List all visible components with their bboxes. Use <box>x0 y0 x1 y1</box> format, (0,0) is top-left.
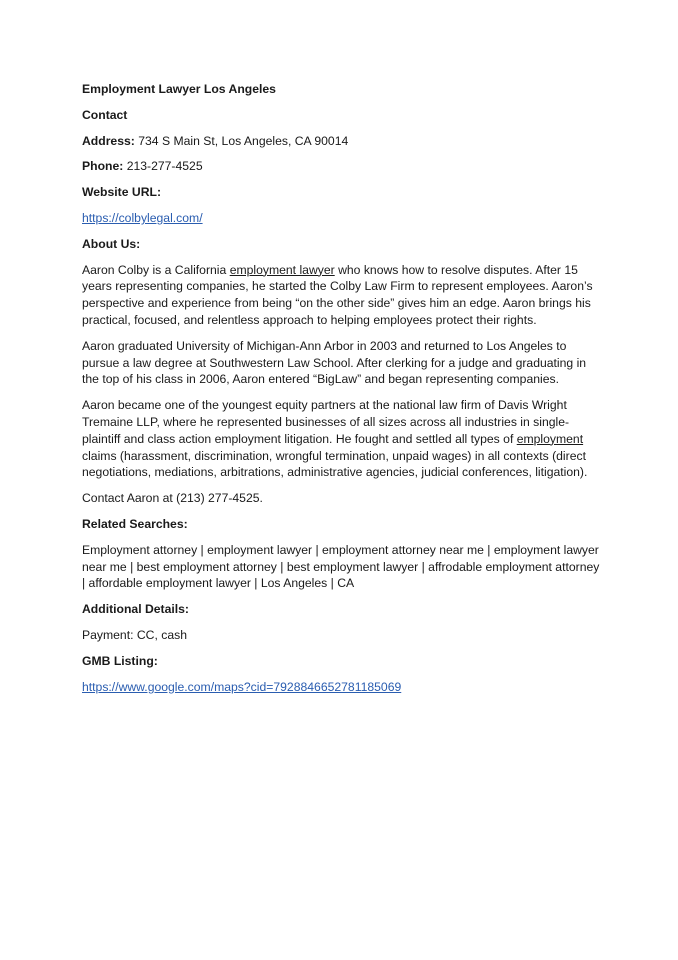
phone-label: Phone: <box>82 159 124 174</box>
payment-line: Payment: CC, cash <box>82 627 187 642</box>
address-label: Address: <box>82 133 135 148</box>
about-paragraph-1 <box>82 262 602 329</box>
phone-value: 213-277-4525 <box>126 159 203 174</box>
document-body <box>82 81 602 704</box>
about-p1-text-start: Aaron Colby is a California <box>82 262 230 277</box>
contact-heading: Contact <box>82 107 128 122</box>
website-line <box>82 210 602 227</box>
website-heading: Website URL: <box>82 185 161 200</box>
about-paragraph-2: Aaron graduated University of Michigan-Ann Arbor in 2003 and returned to Los Angeles to pursue a law degree at Southwestern Law School. After clerking for a judge and graduating in the top of his class in 2006, Aaron entered “BigLaw” and began representing companies. <box>82 338 587 387</box>
about-paragraph-3 <box>82 397 602 481</box>
phone-line <box>82 158 602 175</box>
about-p1-text-end: who knows how to resolve disputes. After 15 years representing companies, he started the Colby Law Firm to represent employees. Aaron’s perspective and experience from being “on the other side” gives him an edge. Aaron brings his practical, focused, and relentless approach to helping employees protect their rights. <box>82 262 593 327</box>
about-p3-text-end: claims (harassment, discrimination, wrongful termination, unpaid wages) in all contexts (direct negotiations, mediations, arbitrations, administrative agencies, judicial conferences, litigation). <box>82 448 588 480</box>
related-searches-text: Employment attorney | employment lawyer | employment attorney near me | employment lawyer near me | best employment attorney | best employment lawyer | affrodable employment attorney | affordable employment lawyer | Los Angeles | CA <box>82 542 600 591</box>
gmb-line <box>82 679 602 696</box>
address-value: 734 S Main St, Los Angeles, CA 90014 <box>138 133 349 148</box>
employment-lawyer-link[interactable]: employment lawyer <box>229 262 335 277</box>
website-link[interactable]: https://colbylegal.com/ <box>82 210 203 225</box>
contact-line: Contact Aaron at (213) 277-4525. <box>82 491 263 506</box>
additional-details-heading: Additional Details: <box>82 602 189 617</box>
document-title: Employment Lawyer Los Angeles <box>82 82 276 96</box>
related-searches-heading: Related Searches: <box>82 516 188 531</box>
gmb-listing-heading: GMB Listing: <box>82 653 158 668</box>
about-p3-text-start: Aaron became one of the youngest equity partners at the national law firm of Davis Wright Tremaine LLP, where he represented businesses of all sizes across all industries in single-plaintiff and class action employment litigation. He fought and settled all types of <box>82 398 570 446</box>
employment-link[interactable]: employment <box>516 431 584 446</box>
address-line <box>82 133 602 150</box>
about-heading: About Us: <box>82 236 141 251</box>
gmb-link[interactable]: https://www.google.com/maps?cid=7928846652781185069 <box>82 679 402 694</box>
